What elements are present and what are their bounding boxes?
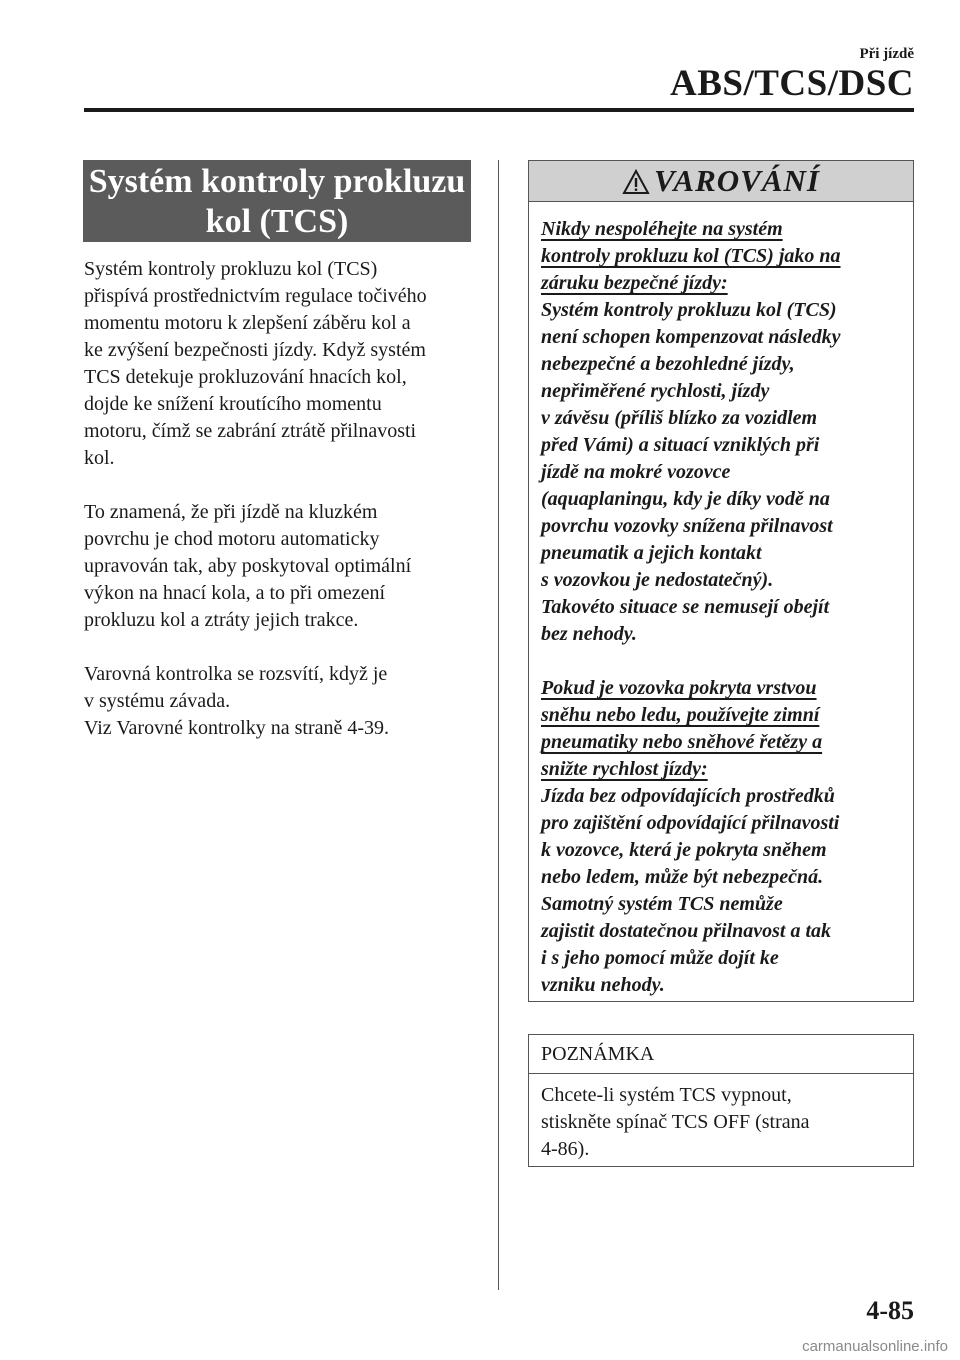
header-rule <box>84 108 914 112</box>
left-column-text <box>84 256 484 769</box>
section-heading-line1: Systém kontroly prokluzu <box>88 163 466 200</box>
warning-block1-text-line: s vozovkou je nedostatečný). <box>541 569 774 591</box>
warning-block-1 <box>541 216 901 648</box>
paragraph-2: To znamená, že při jízdě na kluzkém povrchu je chod motoru automaticky upravován tak, aby poskytoval optimální výkon na hnací kola, a to při omezení prokluzu kol a ztráty jejich trakce. <box>84 501 412 631</box>
warning-block2-text-line: pro zajištění odpovídající přilnavosti <box>541 812 840 834</box>
paragraph-1: Systém kontroly prokluzu kol (TCS) přispívá prostřednictvím regulace točivého momentu motoru k zlepšení záběru kol a ke zvýšení bezpečnosti jízdy. Když systém TCS detekuje prokluzování hnacích kol, dojde ke snížení kroutícího momentu motoru, čímž se zabrání ztrátě přilnavosti kol. <box>84 258 427 469</box>
warning-block1-text-line: povrchu vozovky snížena přilnavost <box>541 515 833 537</box>
warning-block2-text-line: k vozovce, která je pokryta sněhem <box>541 839 827 861</box>
warning-block2-text-line: i s jeho pomocí může dojít ke <box>541 947 779 969</box>
header-section-label: Při jízdě <box>859 46 914 62</box>
warning-block2-text-line: zajistit dostatečnou přilnavost a tak <box>541 920 832 942</box>
warning-block1-text-line: nebezpečné a bezohledné jízdy, <box>541 353 795 375</box>
warning-block2-text-line: vzniku nehody. <box>541 974 665 996</box>
warning-block1-text-line: nepřiměřené rychlosti, jízdy <box>541 380 770 402</box>
warning-block2-heading-line: Pokud je vozovka pokryta vrstvou <box>541 677 817 699</box>
header-title: ABS/TCS/DSC <box>669 63 914 104</box>
warning-block1-text-line: není schopen kompenzovat následky <box>541 326 841 348</box>
section-heading-line2: kol (TCS) <box>205 203 349 240</box>
warning-block1-text-line: pneumatik a jejich kontakt <box>541 542 762 564</box>
watermark: carmanualsonline.info <box>802 1338 948 1355</box>
section-heading <box>83 160 471 242</box>
warning-block2-text-line: Jízda bez odpovídajících prostředků <box>541 785 835 807</box>
warning-triangle-icon <box>622 169 650 195</box>
note-text: Chcete-li systém TCS vypnout, stiskněte spínač TCS OFF (strana 4-86). <box>541 1084 810 1160</box>
warning-block1-heading-line: Nikdy nespoléhejte na systém <box>541 218 783 240</box>
warning-block2-heading-line: pneumatiky nebo sněhové řetězy a <box>541 731 823 753</box>
paragraph-3: Varovná kontrolka se rozsvítí, když je v systému závada. Viz Varovné kontrolky na straně 4-39. <box>84 663 390 739</box>
note-header: POZNÁMKA <box>529 1035 913 1074</box>
warning-label: VAROVÁNÍ <box>654 163 820 198</box>
warning-block-2 <box>541 675 901 999</box>
warning-block1-text-line: před Vámi) a situací vzniklých při <box>541 434 820 456</box>
warning-block1-text-line: bez nehody. <box>541 623 637 645</box>
column-divider <box>498 160 499 1290</box>
warning-box <box>528 160 914 1002</box>
warning-block2-heading-line: snižte rychlost jízdy: <box>541 758 708 780</box>
warning-body <box>529 202 913 999</box>
page-number: 4-85 <box>866 1296 914 1325</box>
warning-block1-heading-line: kontroly prokluzu kol (TCS) jako na <box>541 245 841 267</box>
warning-block1-text-line: v závěsu (příliš blízko za vozidlem <box>541 407 818 429</box>
warning-block2-heading-line: sněhu nebo ledu, používejte zimní <box>541 704 820 726</box>
warning-block1-text-line: Takovéto situace se nemusejí obejít <box>541 596 830 618</box>
note-box <box>528 1034 914 1167</box>
warning-block2-text-line: nebo ledem, může být nebezpečná. <box>541 866 824 888</box>
warning-block1-text-line: Systém kontroly prokluzu kol (TCS) <box>541 299 837 321</box>
warning-block1-heading-line: záruku bezpečné jízdy: <box>541 272 728 294</box>
warning-block1-text-line: (aquaplaningu, kdy je díky vodě na <box>541 488 830 510</box>
warning-block2-text-line: Samotný systém TCS nemůže <box>541 893 783 915</box>
warning-block1-text-line: jízdě na mokré vozovce <box>541 461 731 483</box>
warning-header <box>529 161 913 202</box>
